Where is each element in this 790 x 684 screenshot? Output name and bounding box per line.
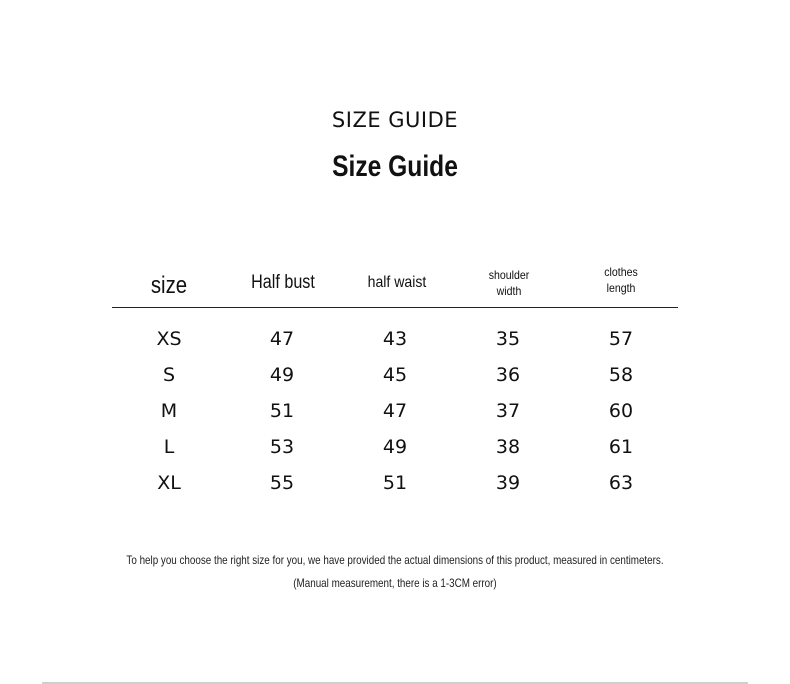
table-row xyxy=(112,322,678,358)
table-body xyxy=(112,322,678,502)
cell-shoulder-width: 35 xyxy=(495,328,521,350)
cell-size: M xyxy=(160,400,178,422)
header-size: size xyxy=(150,272,188,299)
cell-shoulder-width: 39 xyxy=(495,472,521,494)
table-row xyxy=(112,394,678,430)
cell-half-waist: 49 xyxy=(382,436,408,458)
cell-half-waist: 43 xyxy=(382,328,408,350)
header-clothes-length-line2: length xyxy=(606,281,636,295)
size-guide-subtitle: SIZE GUIDE xyxy=(331,108,459,132)
table-header-row xyxy=(112,262,678,308)
header-shoulder-width-line2: width xyxy=(496,284,522,298)
header-half-bust: Half bust xyxy=(251,272,315,293)
cell-half-bust: 49 xyxy=(269,364,295,386)
cell-clothes-length: 61 xyxy=(608,436,634,458)
cell-half-bust: 47 xyxy=(269,328,295,350)
cell-size: L xyxy=(163,436,175,458)
cell-shoulder-width: 38 xyxy=(495,436,521,458)
measurement-note: To help you choose the right size for you, we have provided the actual dimensions of this product, measured in centimeters. xyxy=(126,553,664,567)
cell-size: XS xyxy=(156,328,182,350)
table-row xyxy=(112,466,678,502)
cell-clothes-length: 60 xyxy=(608,400,634,422)
header-shoulder-width-line1: shoulder xyxy=(488,268,530,282)
cell-half-waist: 47 xyxy=(382,400,408,422)
cell-shoulder-width: 36 xyxy=(495,364,521,386)
cell-half-bust: 51 xyxy=(269,400,295,422)
header-shoulder-width xyxy=(461,267,558,299)
cell-size: S xyxy=(162,364,176,386)
cell-half-bust: 53 xyxy=(269,436,295,458)
table-row xyxy=(112,430,678,466)
cell-shoulder-width: 37 xyxy=(495,400,521,422)
header-clothes-length-line1: clothes xyxy=(604,265,638,279)
cell-clothes-length: 57 xyxy=(608,328,634,350)
cell-half-waist: 51 xyxy=(382,472,408,494)
header-clothes-length xyxy=(571,264,671,296)
size-table xyxy=(112,262,678,502)
header-half-waist: half waist xyxy=(367,274,427,291)
measurement-error-note: (Manual measurement, there is a 1-3CM error) xyxy=(293,576,497,590)
table-row xyxy=(112,358,678,394)
size-guide-title: Size Guide xyxy=(332,150,458,183)
cell-half-waist: 45 xyxy=(382,364,408,386)
cell-clothes-length: 63 xyxy=(608,472,634,494)
cell-clothes-length: 58 xyxy=(608,364,634,386)
cell-size: XL xyxy=(157,472,181,494)
cell-half-bust: 55 xyxy=(269,472,295,494)
